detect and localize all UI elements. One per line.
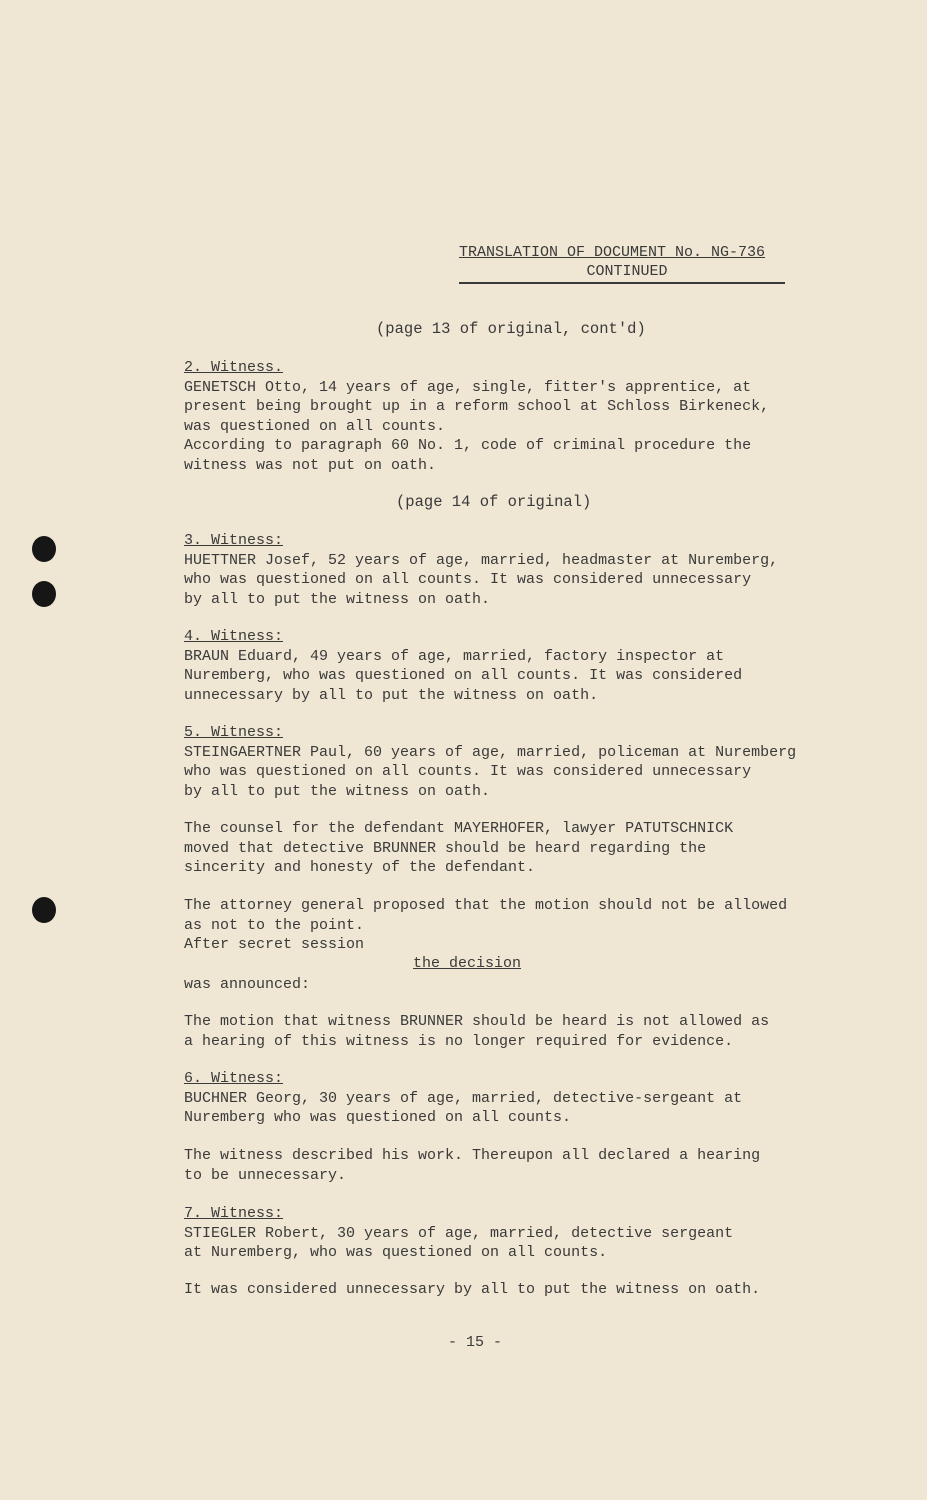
text-line: witness was not put on oath. xyxy=(184,456,437,474)
text-line: It was considered unnecessary by all to put the witness on oath. xyxy=(184,1281,761,1298)
motion-result xyxy=(184,1012,834,1051)
attorney-proposal xyxy=(184,896,834,955)
text-line: BRAUN Eduard, 49 years of age, married, factory inspector at xyxy=(184,647,725,665)
punch-hole xyxy=(32,581,56,607)
counsel-motion xyxy=(184,819,834,878)
text-line: by all to put the witness on oath. xyxy=(184,590,491,608)
witness-heading: 7. Witness: xyxy=(184,1205,284,1222)
text-line: sincerity and honesty of the defendant. xyxy=(184,859,536,876)
text-line: According to paragraph 60 No. 1, code of criminal procedure the xyxy=(184,437,752,454)
text-line: moved that detective BRUNNER should be heard regarding the xyxy=(184,839,707,857)
header-title: TRANSLATION OF DOCUMENT No. NG-736 xyxy=(459,244,766,261)
text-line: unnecessary by all to put the witness on oath. xyxy=(184,686,599,704)
text-line: STIEGLER Robert, 30 years of age, married, detective sergeant xyxy=(184,1224,734,1242)
witness-heading: 5. Witness: xyxy=(184,724,284,741)
text-line: BUCHNER Georg, 30 years of age, married, detective-sergeant at xyxy=(184,1089,743,1107)
text-line: HUETTNER Josef, 52 years of age, married, headmaster at Nuremberg, xyxy=(184,551,779,569)
punch-hole xyxy=(32,536,56,562)
text-line: to be unnecessary. xyxy=(184,1166,347,1184)
text-line: a hearing of this witness is no longer required for evidence. xyxy=(184,1032,734,1050)
text-line: by all to put the witness on oath. xyxy=(184,782,491,800)
announced-line xyxy=(184,975,834,995)
text-line: GENETSCH Otto, 14 years of age, single, fitter's apprentice, at xyxy=(184,378,752,396)
witness-6-section xyxy=(184,1069,834,1128)
text-line: The motion that witness BRUNNER should be heard is not allowed as xyxy=(184,1013,770,1030)
text-line: was questioned on all counts. xyxy=(184,417,446,435)
text-line: as not to the point. xyxy=(184,916,365,934)
text-line: who was questioned on all counts. It was considered unnecessary xyxy=(184,763,752,780)
decision-heading: the decision xyxy=(413,955,522,972)
text-line: STEINGAERTNER Paul, 60 years of age, married, policeman at Nuremberg xyxy=(184,743,797,761)
final-statement xyxy=(184,1280,834,1300)
header-continued: CONTINUED xyxy=(586,263,668,280)
witness-5-section xyxy=(184,723,834,801)
witness-heading: 6. Witness: xyxy=(184,1070,284,1087)
witness-3-section xyxy=(184,531,834,609)
text-line: Nuremberg, who was questioned on all counts. It was considered xyxy=(184,667,743,684)
text-line: After secret session xyxy=(184,936,365,953)
text-line: The counsel for the defendant MAYERHOFER, lawyer PATUTSCHNICK xyxy=(184,820,734,837)
punch-hole xyxy=(32,897,56,923)
text-line: was announced: xyxy=(184,976,311,993)
page-note-14: (page 14 of original) xyxy=(396,493,592,511)
witness-heading: 4. Witness: xyxy=(184,628,284,645)
witness-7-section xyxy=(184,1204,834,1263)
page-note-13: (page 13 of original, cont'd) xyxy=(376,320,646,338)
witness-4-section xyxy=(184,627,834,705)
witness-2-section xyxy=(184,358,834,475)
witness-6-work xyxy=(184,1146,834,1185)
document-header xyxy=(459,243,785,284)
text-line: The attorney general proposed that the motion should not be allowed xyxy=(184,897,788,914)
text-line: at Nuremberg, who was questioned on all counts. xyxy=(184,1244,608,1261)
text-line: Nuremberg who was questioned on all counts. xyxy=(184,1109,572,1126)
witness-heading: 3. Witness: xyxy=(184,532,284,549)
text-line: present being brought up in a reform school at Schloss Birkeneck, xyxy=(184,398,770,415)
page-number: - 15 - xyxy=(448,1334,503,1351)
witness-heading: 2. Witness. xyxy=(184,359,284,376)
text-line: who was questioned on all counts. It was considered unnecessary xyxy=(184,571,752,588)
text-line: The witness described his work. Thereupon all declared a hearing xyxy=(184,1147,761,1164)
header-rule xyxy=(459,282,785,284)
